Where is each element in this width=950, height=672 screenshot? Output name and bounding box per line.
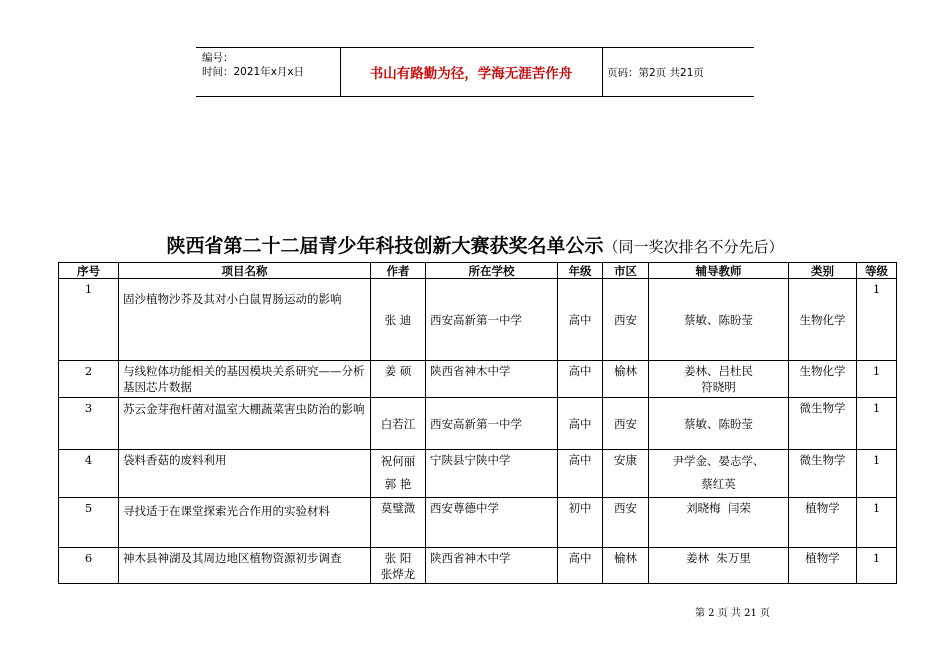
cell-level: 1	[857, 450, 897, 498]
cell-title: 袋料香菇的废料利用	[119, 450, 371, 498]
cell-teacher: 尹学金、晏志学、 蔡红英	[649, 450, 789, 498]
cell-school: 西安尊德中学	[426, 498, 558, 548]
cell-title	[119, 279, 371, 361]
table-header-row	[59, 263, 897, 279]
cell-school: 陕西省神木中学	[426, 548, 558, 584]
cell-category: 微生物学	[789, 450, 857, 498]
cell-level: 1	[857, 548, 897, 584]
cell-school: 西安高新第一中学	[426, 279, 558, 361]
cell-category: 生物化学	[789, 361, 857, 398]
column-header: 项目名称	[119, 263, 371, 279]
table-row	[59, 548, 897, 584]
cell-city: 安康	[603, 450, 649, 498]
title-note: （同一奖次排名不分先后）	[603, 238, 784, 256]
table-row	[59, 398, 897, 450]
column-header: 市区	[603, 263, 649, 279]
column-header: 所在学校	[426, 263, 558, 279]
cell-no: 2	[59, 361, 119, 398]
cell-no: 4	[59, 450, 119, 498]
cell-no: 3	[59, 398, 119, 450]
cell-grade: 高中	[558, 361, 603, 398]
cell-category: 生物化学	[789, 279, 857, 361]
cell-grade: 高中	[558, 450, 603, 498]
date-label: 时间：2021年x月x日	[202, 66, 305, 78]
cell-city: 西安	[603, 398, 649, 450]
cell-level: 1	[857, 498, 897, 548]
page-header	[196, 47, 754, 97]
column-header: 作者	[371, 263, 426, 279]
cell-school: 西安高新第一中学	[426, 398, 558, 450]
cell-no: 1	[59, 279, 119, 361]
cell-author: 姜 硕	[371, 361, 426, 398]
cell-city: 榆林	[603, 548, 649, 584]
cell-teacher: 姜林 朱万里	[649, 548, 789, 584]
table-row	[59, 279, 897, 361]
awards-table	[58, 262, 897, 584]
column-header: 辅导教师	[649, 263, 789, 279]
cell-title: 寻找适于在课堂探索光合作用的实验材料	[119, 498, 371, 548]
cell-author: 莫璧溦	[371, 498, 426, 548]
cell-school: 陕西省神木中学	[426, 361, 558, 398]
cell-author: 张 迪	[371, 279, 426, 361]
cell-level: 1	[857, 398, 897, 450]
cell-teacher: 蔡敏、陈盼莹	[649, 279, 789, 361]
cell-title: 与线粒体功能相关的基因模块关系研究——分析基因芯片数据	[119, 361, 371, 398]
cell-category: 植物学	[789, 548, 857, 584]
cell-no: 5	[59, 498, 119, 548]
header-divider	[602, 48, 603, 96]
cell-category: 植物学	[789, 498, 857, 548]
cell-grade: 高中	[558, 548, 603, 584]
cell-school: 宁陕县宁陕中学	[426, 450, 558, 498]
table-row	[59, 361, 897, 398]
column-header: 等级	[857, 263, 897, 279]
column-header: 年级	[558, 263, 603, 279]
document-title	[0, 231, 950, 258]
header-divider	[340, 48, 341, 96]
cell-city: 西安	[603, 498, 649, 548]
header-page-info: 页码：第2页 共21页	[607, 66, 704, 79]
cell-grade: 高中	[558, 279, 603, 361]
cell-author: 白若江	[371, 398, 426, 450]
cell-level: 1	[857, 279, 897, 361]
table-row	[59, 498, 897, 548]
page-footer: 第 2 页 共 21 页	[695, 608, 770, 619]
cell-grade: 初中	[558, 498, 603, 548]
header-meta	[202, 51, 340, 79]
column-header: 序号	[59, 263, 119, 279]
cell-category: 微生物学	[789, 398, 857, 450]
code-label: 编号：	[202, 52, 234, 64]
cell-title: 苏云金芽孢杆菌对温室大棚蔬菜害虫防治的影响	[119, 398, 371, 450]
header-motto: 书山有路勤为径，学海无涯苦作舟	[369, 66, 573, 82]
cell-level: 1	[857, 361, 897, 398]
cell-teacher: 姜林、吕杜民 符晓明	[649, 361, 789, 398]
cell-teacher: 刘晓梅 闫荣	[649, 498, 789, 548]
cell-city: 西安	[603, 279, 649, 361]
table-row	[59, 450, 897, 498]
cell-author: 张 阳 张烨龙	[371, 548, 426, 584]
cell-title-text: 固沙植物沙芥及其对小白鼠胃肠运动的影响	[123, 292, 342, 306]
cell-teacher: 蔡敏、陈盼莹	[649, 398, 789, 450]
cell-title: 神木县神湖及其周边地区植物资源初步调查	[119, 548, 371, 584]
title-main: 陕西省第二十二届青少年科技创新大赛获奖名单公示	[166, 235, 604, 257]
cell-author: 祝何丽 郭 艳	[371, 450, 426, 498]
cell-no: 6	[59, 548, 119, 584]
cell-grade: 高中	[558, 398, 603, 450]
cell-city: 榆林	[603, 361, 649, 398]
column-header: 类别	[789, 263, 857, 279]
